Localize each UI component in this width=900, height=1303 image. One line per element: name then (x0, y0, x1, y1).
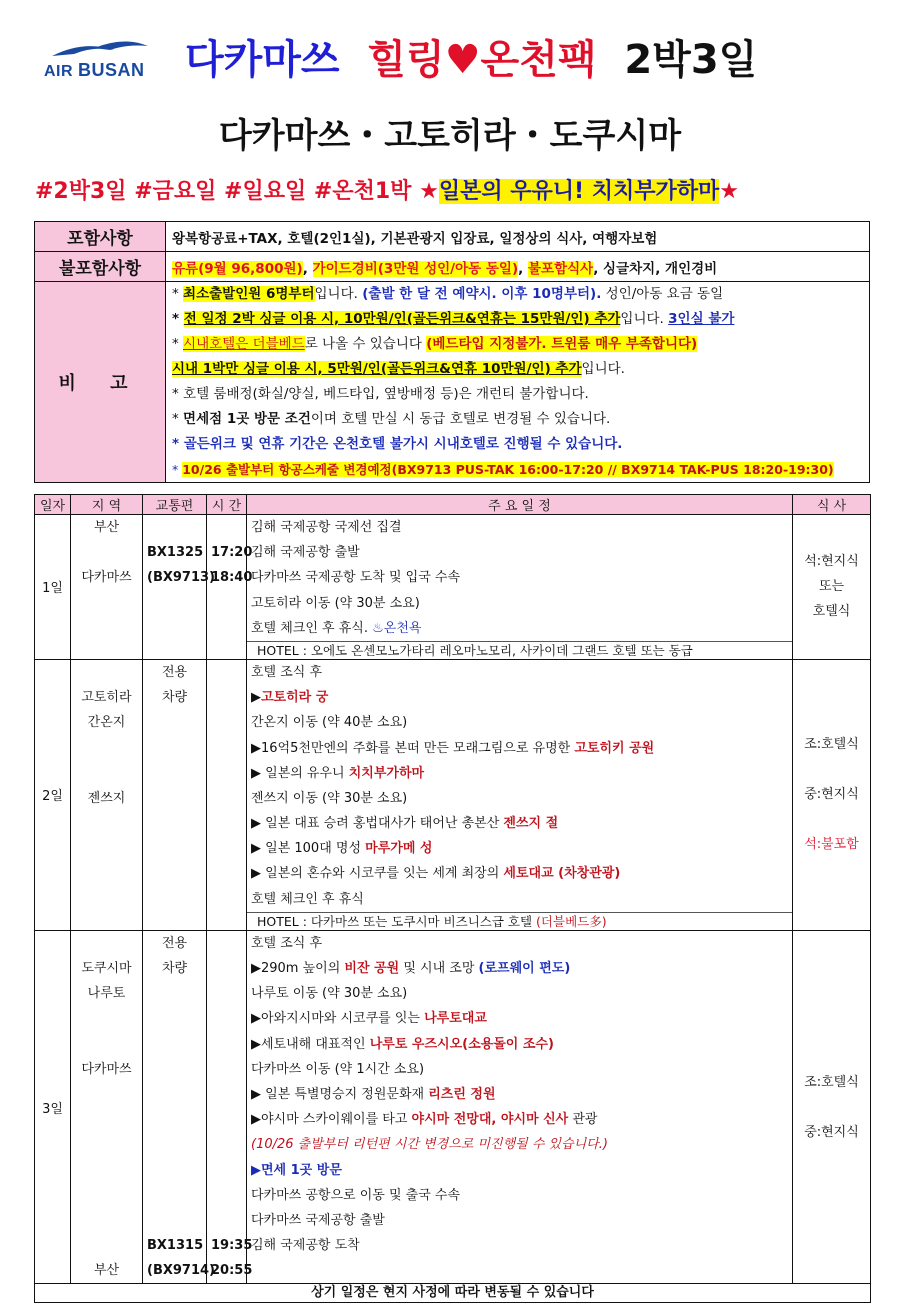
transport-cell: 전용 차량 BX1315 (BX9714) (143, 930, 207, 1284)
header-itinerary: 주 요 일 정 (247, 495, 793, 515)
onsen-icon: ♨온천욕 (372, 620, 422, 636)
title-city: 다카마쓰 (185, 37, 340, 83)
note-item: * 면세점 1곳 방문 조건이며 호텔 만실 시 동급 호텔로 변경될 수 있습니다. (172, 411, 611, 427)
meals-cell: 조:호텔식 중:현지식 (793, 930, 871, 1284)
header-region: 지 역 (71, 495, 143, 515)
hashtag-text: #2박3일 #금요일 #일요일 #온천1박 (35, 179, 412, 204)
header-time: 시 간 (207, 495, 247, 515)
time-cell: 17:20 18:40 (207, 515, 247, 660)
included-label: 포함사항 (35, 222, 166, 252)
note-item: * 골든위크 및 연휴 기간은 온천호텔 불가시 시내호텔로 진행될 수 있습니다. (172, 436, 623, 452)
note-item: * 전 일정 2박 싱글 이용 시, 10만원/인(골든위크&연휴는 15만원/인) 추가입니다. 3인실 불가 (172, 311, 735, 327)
hashtags (35, 174, 739, 205)
header-meals: 식 사 (793, 495, 871, 515)
air-busan-logo (44, 38, 154, 88)
header-day: 일자 (35, 495, 71, 515)
day-3-row (35, 930, 871, 1284)
header-transport: 교통편 (143, 495, 207, 515)
page-title (185, 28, 757, 85)
title-duration: 2박3일 (624, 37, 758, 83)
time-cell (207, 659, 247, 930)
day-2-row (35, 659, 871, 930)
excluded-text: 유류(9월 96,800원), 가이드경비(3만원 성인/아동 동일), 불포함식사, 싱글차지, 개인경비 (166, 252, 870, 282)
star-icon: ★ (419, 179, 439, 204)
note-item: * 10/26 출발부터 항공스케줄 변경예정(BX9713 PUS-TAK 16:00-17:20 // BX9714 TAK-PUS 18:20-19:30) (172, 462, 834, 477)
meals-cell: 석:현지식 또는 호텔식 (793, 515, 871, 660)
note-item: * 시내호텔은 더블베드로 나올 수 있습니다 (베드타입 지정불가. 트윈룸 매우 부족합니다) (172, 336, 698, 352)
included-text: 왕복항공료+TAX, 호텔(2인1실), 기본관광지 입장료, 일정상의 식사, 여행자보험 (166, 222, 870, 252)
title-package: 힐링♥온천팩 (367, 37, 597, 83)
day-1-row (35, 515, 871, 660)
region-cell: 고토히라 간온지 젠쓰지 (71, 659, 143, 930)
notes-list (166, 282, 870, 483)
schedule-footer: 상기 일정은 현지 사정에 따라 변동될 수 있습니다 (35, 1284, 871, 1303)
region-cell: 부산 다카마쓰 (71, 515, 143, 660)
region-cell: 도쿠시마 나루토 다카마쓰 부산 (71, 930, 143, 1284)
highlight-tag: 일본의 우유니! 치치부가하마 (438, 179, 720, 204)
hotel-line: HOTEL : 다카마쓰 또는 도쿠시마 비즈니스급 호텔 (더블베드多) (247, 912, 792, 930)
meals-cell: 조:호텔식 중:현지식 석:불포함 (793, 659, 871, 930)
logo-text: AIR BUSAN (44, 60, 145, 80)
time-cell: 19:35 20:55 (207, 930, 247, 1284)
hotel-line: HOTEL : 오에도 온센모노가타리 레오마노모리, 사카이데 그랜드 호텔 또는 동급 (247, 641, 792, 659)
itinerary-cell: 호텔 조식 후 ▶290m 높이의 비잔 공원 및 시내 조망 (로프웨이 편도) 나루토 이동 (약 30분 소요) ▶아와지시마와 시코쿠를 잇는 나루토대교 ▶세토내해 대표적인 나루토 우즈시오(소용돌이 조수) 다카마쓰 이동 (약 1시간 소요) ▶ 일본 특별명승지 정원문화재 리츠린 정원 ▶야시마 스카이웨이를 타고 야시마 전망대, 야시마 신사 관광 (10/26 출발부터 리턴편 시간 변경으로 미진행될 수 있습니다.) ▶면세 1곳 방문 다카마쓰 공항으로 이동 및 출국 수속 다카마쓰 국제공항 출발 김해 국제공항 도착 (247, 930, 793, 1284)
day-label: 1일 (35, 515, 71, 660)
excluded-label: 불포함사항 (35, 252, 166, 282)
transport-cell: BX1325 (BX9713) (143, 515, 207, 660)
page-subtitle: 다카마쓰・고토히라・도쿠시마 (218, 116, 682, 156)
itinerary-cell: 호텔 조식 후 ▶고토히라 궁 간온지 이동 (약 40분 소요) ▶16억5천만엔의 주화를 본떠 만든 모래그림으로 유명한 고토히키 공원 ▶ 일본의 유우니 치치부가하마 젠쓰지 이동 (약 30분 소요) ▶ 일본 대표 승려 홍법대사가 태어난 총본산 젠쓰지 절 ▶ 일본 100대 명성 마루가메 성 ▶ 일본의 혼슈와 시코쿠를 잇는 세계 최장의 세토대교 (차창관광) 호텔 체크인 후 휴식 HOTEL : 다카마쓰 또는 도쿠시마 비즈니스급 호텔 (더블베드多) (247, 659, 793, 930)
info-table (34, 221, 870, 483)
note-item: 시내 1박만 싱글 이용 시, 5만원/인(골든위크&연휴 10만원/인) 추가입니다. (172, 361, 625, 377)
day-label: 2일 (35, 659, 71, 930)
itinerary-cell: 김해 국제공항 국제선 집결 김해 국제공항 출발 다카마쓰 국제공항 도착 및 입국 수속 고토히라 이동 (약 30분 소요) 호텔 체크인 후 휴식. ♨온천욕 HOTEL : 오에도 온센모노가타리 레오마노모리, 사카이데 그랜드 호텔 또는 동급 (247, 515, 793, 660)
day-label: 3일 (35, 930, 71, 1284)
bird-logo-icon (44, 38, 154, 62)
transport-cell: 전용 차량 (143, 659, 207, 930)
note-item: * 호텔 룸배정(화실/양실, 베드타입, 옆방배정 등)은 개런티 불가합니다. (172, 386, 589, 402)
note-item: * 최소출발인원 6명부터입니다. (출발 한 달 전 예약시. 이후 10명부터). 성인/아동 요금 동일 (172, 286, 724, 302)
star-icon: ★ (719, 179, 739, 204)
notes-label: 비 고 (35, 282, 166, 483)
schedule-table (34, 494, 871, 1303)
